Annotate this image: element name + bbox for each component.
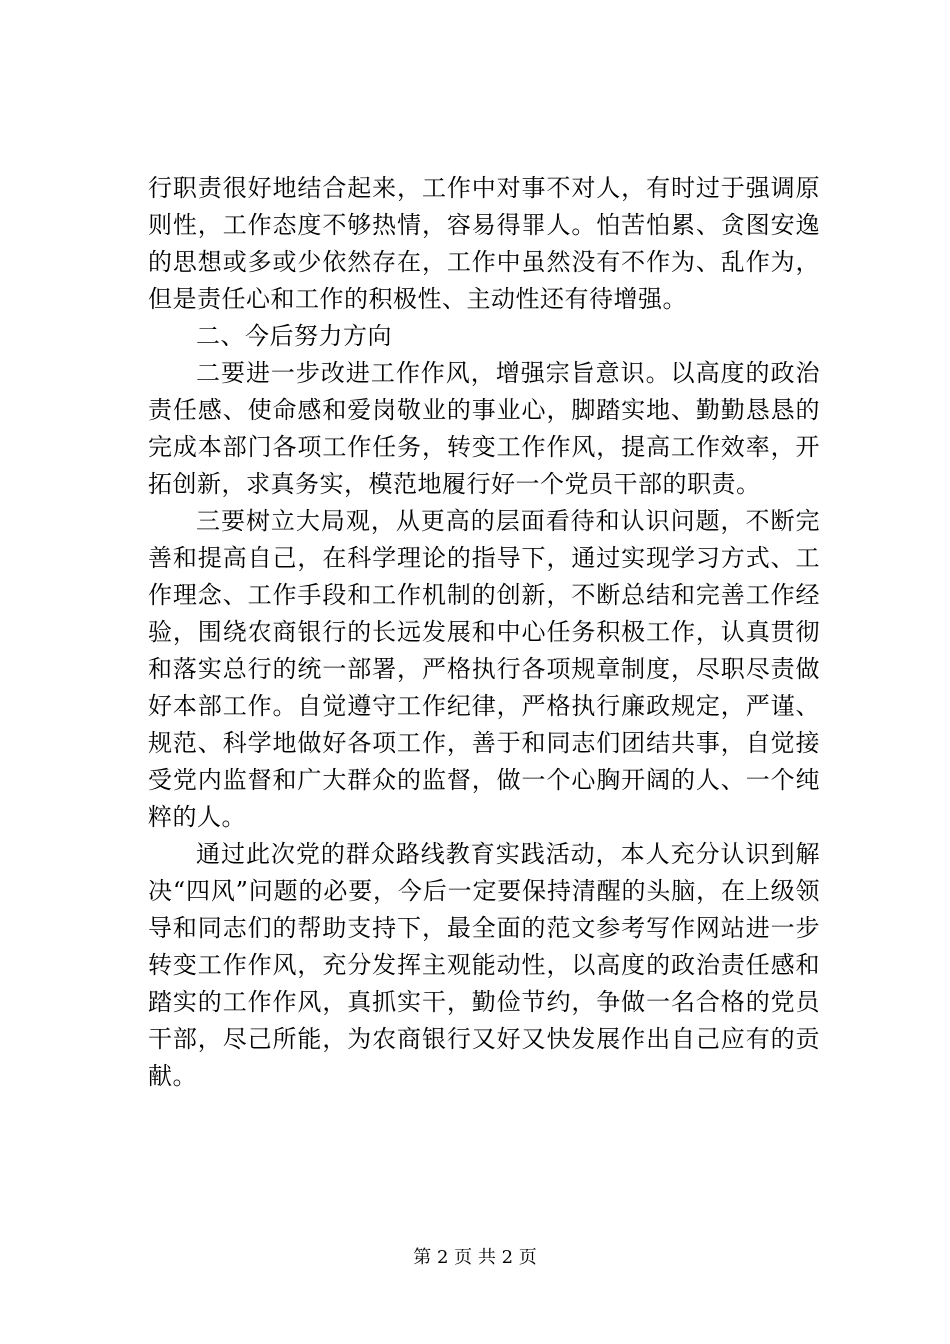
paragraph-big-picture: 三要树立大局观，从更高的层面看待和认识问题，不断完善和提高自己，在科学理论的指导下，通过实现学习方式、工作理念、工作手段和工作机制的创新，不断总结和完善工作经验，围绕农商银行的长远发展和中心任务积极工作，认真贯彻和落实总行的统一部署，严格执行各项规章制度，尽职尽责做好本部工作。自觉遵守工作纪律，严格执行廉政规定，严谨、规范、科学地做好各项工作，善于和同志们团结共事，自觉接受党内监督和广大群众的监督，做一个心胸开阔的人、一个纯粹的人。	[148, 507, 820, 831]
page-number-footer: 第 2 页 共 2 页	[413, 1247, 537, 1268]
section-heading: 二、今后努力方向	[196, 322, 392, 350]
paragraph-improve-work-style: 二要进一步改进工作作风，增强宗旨意识。以高度的政治责任感、使命感和爱岗敬业的事业心，脚踏实地、勤勤恳恳的完成本部门各项工作任务，转变工作作风，提高工作效率，开拓创新，求真务实，模范地履行好一个党员干部的职责。	[148, 359, 820, 498]
paragraph-conclusion: 通过此次党的群众路线教育实践活动，本人充分认识到解决“四风”问题的必要，今后一定要保持清醒的头脑，在上级领导和同志们的帮助支持下，最全面的范文参考写作网站进一步转变工作作风，充分发挥主观能动性，以高度的政治责任感和踏实的工作作风，真抓实干，勤俭节约，争做一名合格的党员干部，尽己所能，为农商银行又好又快发展作出自己应有的贡献。	[148, 840, 820, 1090]
document-body	[148, 170, 820, 1095]
paragraph-continued: 行职责很好地结合起来，工作中对事不对人，有时过于强调原则性，工作态度不够热情，容易得罪人。怕苦怕累、贪图安逸的思想或多或少依然存在，工作中虽然没有不作为、乱作为，但是责任心和工作的积极性、主动性还有待增强。	[148, 174, 820, 313]
